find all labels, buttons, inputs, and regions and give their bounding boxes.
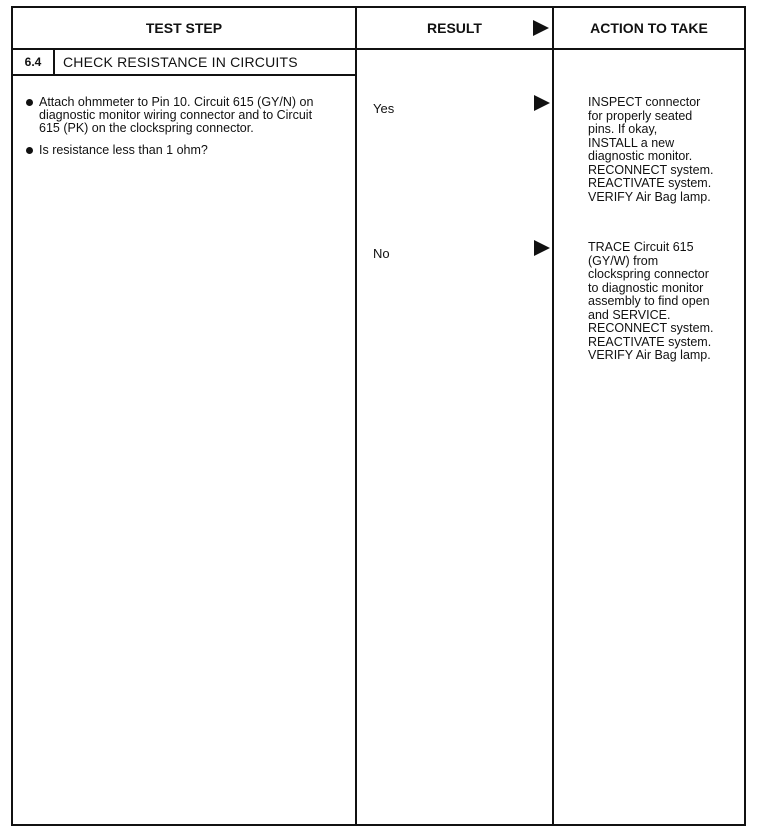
step-heading: [13, 50, 355, 76]
action-line: VERIFY Air Bag lamp.: [588, 348, 711, 362]
action-yes: [588, 96, 753, 204]
header-test-step: TEST STEP: [145, 20, 223, 36]
action-line: for properly seated: [588, 108, 693, 123]
result-no-label: No: [373, 246, 390, 261]
step-number: 6.4: [13, 50, 55, 74]
column-divider-test-result: [355, 8, 357, 824]
result-yes-arrow-icon: [534, 95, 550, 111]
action-line: diagnostic monitor.: [588, 149, 693, 163]
column-divider-result-action: [552, 8, 554, 824]
action-line: (GY/W) from: [588, 253, 659, 268]
action-line: RECONNECT system.: [588, 321, 714, 335]
action-line: VERIFY Air Bag lamp.: [588, 189, 711, 204]
action-line: and SERVICE.: [588, 307, 671, 322]
action-line: to diagnostic monitor: [588, 280, 704, 295]
header-result-label: RESULT: [427, 20, 482, 36]
action-line: INSPECT connector: [588, 95, 701, 109]
step-title: CHECK RESISTANCE IN CIRCUITS: [63, 54, 298, 70]
action-no: [588, 241, 753, 363]
action-line: assembly to find open: [588, 294, 710, 308]
action-line: TRACE Circuit 615: [588, 240, 694, 254]
action-line: INSTALL a new: [588, 135, 675, 150]
action-line: REACTIVATE system.: [588, 176, 712, 190]
step-instructions: [25, 96, 325, 166]
header-result: [357, 8, 552, 48]
header-action-to-take: ACTION TO TAKE: [590, 20, 708, 36]
action-line: REACTIVATE system.: [588, 334, 712, 349]
result-yes-label: Yes: [373, 101, 395, 116]
action-line: pins. If okay,: [588, 122, 658, 136]
header-arrow-icon: [533, 20, 549, 36]
instruction-item: Attach ohmmeter to Pin 10. Circuit 615 (GY/N) on diagnostic monitor wiring connector and to Circuit 615 (PK) on the clockspring connector.: [25, 96, 325, 135]
action-line: RECONNECT system.: [588, 162, 714, 177]
diagnostic-table: [11, 6, 746, 826]
result-no-arrow-icon: [534, 240, 550, 256]
action-line: clockspring connector: [588, 267, 709, 281]
instruction-item: Is resistance less than 1 ohm?: [25, 144, 325, 157]
